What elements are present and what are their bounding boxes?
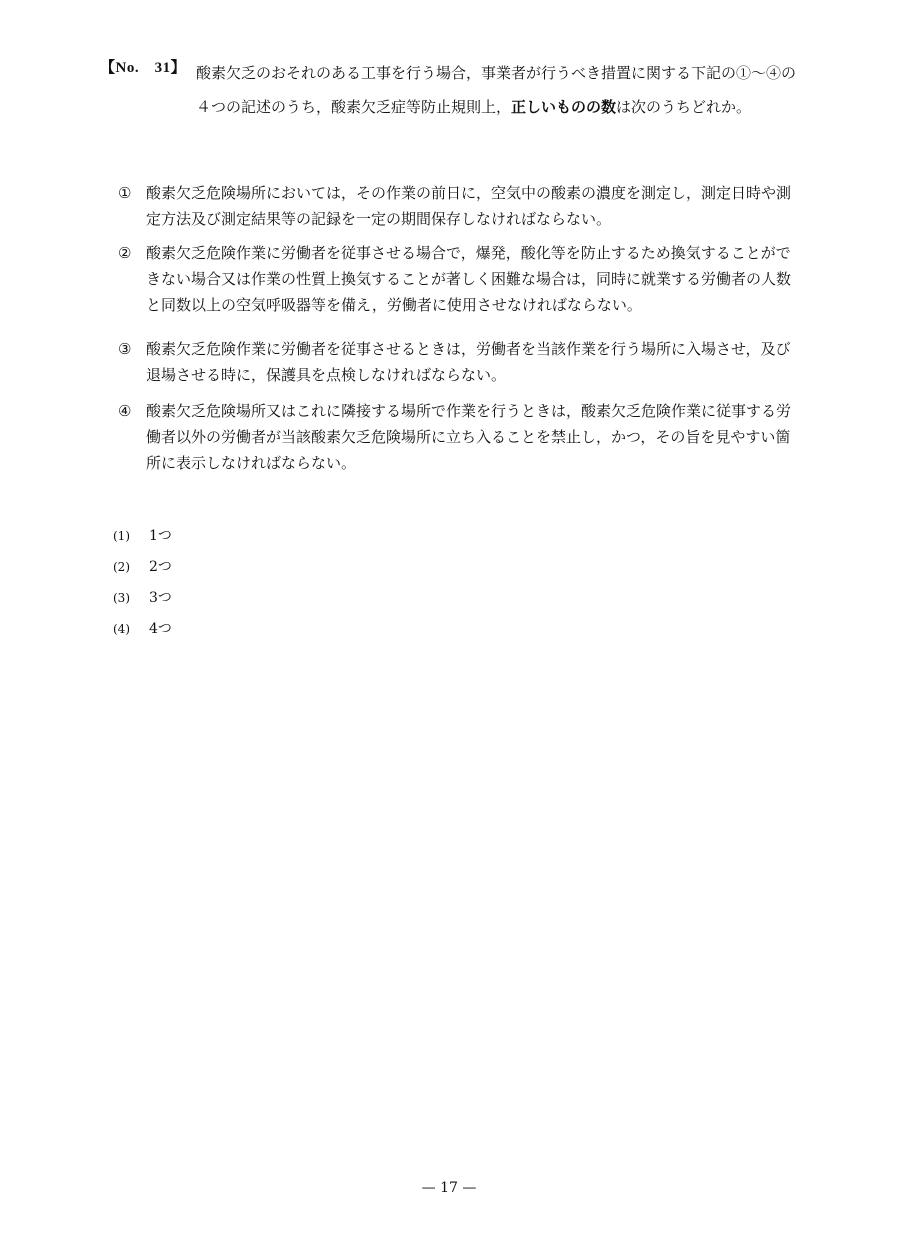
choice-text: 4つ <box>149 621 172 637</box>
choice-text: 1つ <box>149 528 172 544</box>
statement-text: 酸素欠乏危険作業に労働者を従事させる場合で，爆発，酸化等を防止するため換気することができない場合又は作業の性質上換気することが著しく困難な場合は，同時に就業する労働者の人数と同数以上の空気呼吸器等を備え，労働者に使用させなければならない。 <box>146 244 792 314</box>
choice-4 <box>113 619 172 639</box>
choice-2 <box>113 557 172 577</box>
question-text-tail: は次のうちどれか。 <box>616 98 752 116</box>
statement-mark: ① <box>118 184 132 202</box>
question-number: 【No. 31】 <box>100 60 187 76</box>
statement-text: 酸素欠乏危険場所又はこれに隣接する場所で作業を行うときは，酸素欠乏危険作業に従事する労働者以外の労働者が当該酸素欠乏危険場所に立ち入ることを禁止し，かつ，その旨を見やすい箇所に表示しなければならない。 <box>146 402 792 472</box>
choice-label: (3) <box>113 591 130 605</box>
page-number: — 17 — <box>421 1180 477 1196</box>
choice-label: (2) <box>113 560 130 574</box>
statement-mark: ③ <box>118 340 132 358</box>
question-text-emphasis: 正しいものの数 <box>511 98 617 116</box>
choice-1 <box>113 526 172 546</box>
choice-label: (1) <box>113 529 130 543</box>
choice-label: (4) <box>113 622 130 636</box>
statement-mark: ② <box>118 244 132 262</box>
choice-text: 3つ <box>149 590 172 606</box>
statement-text: 酸素欠乏危険作業に労働者を従事させるときは，労働者を当該作業を行う場所に入場させ，及び退場させる時に，保護具を点検しなければならない。 <box>146 340 791 384</box>
choice-text: 2つ <box>149 559 172 575</box>
question-text-lead: 酸素欠乏のおそれのある工事を行う場合，事業者が行うべき措置に関する下記の①～④の４つの記述のうち，酸素欠乏症等防止規則上， <box>196 64 797 116</box>
choice-3 <box>113 588 172 608</box>
question-text <box>196 56 800 124</box>
statement-text: 酸素欠乏危険場所においては，その作業の前日に，空気中の酸素の濃度を測定し，測定日時や測定方法及び測定結果等の記録を一定の期間保存しなければならない。 <box>146 184 792 228</box>
statement-mark: ④ <box>118 402 132 420</box>
